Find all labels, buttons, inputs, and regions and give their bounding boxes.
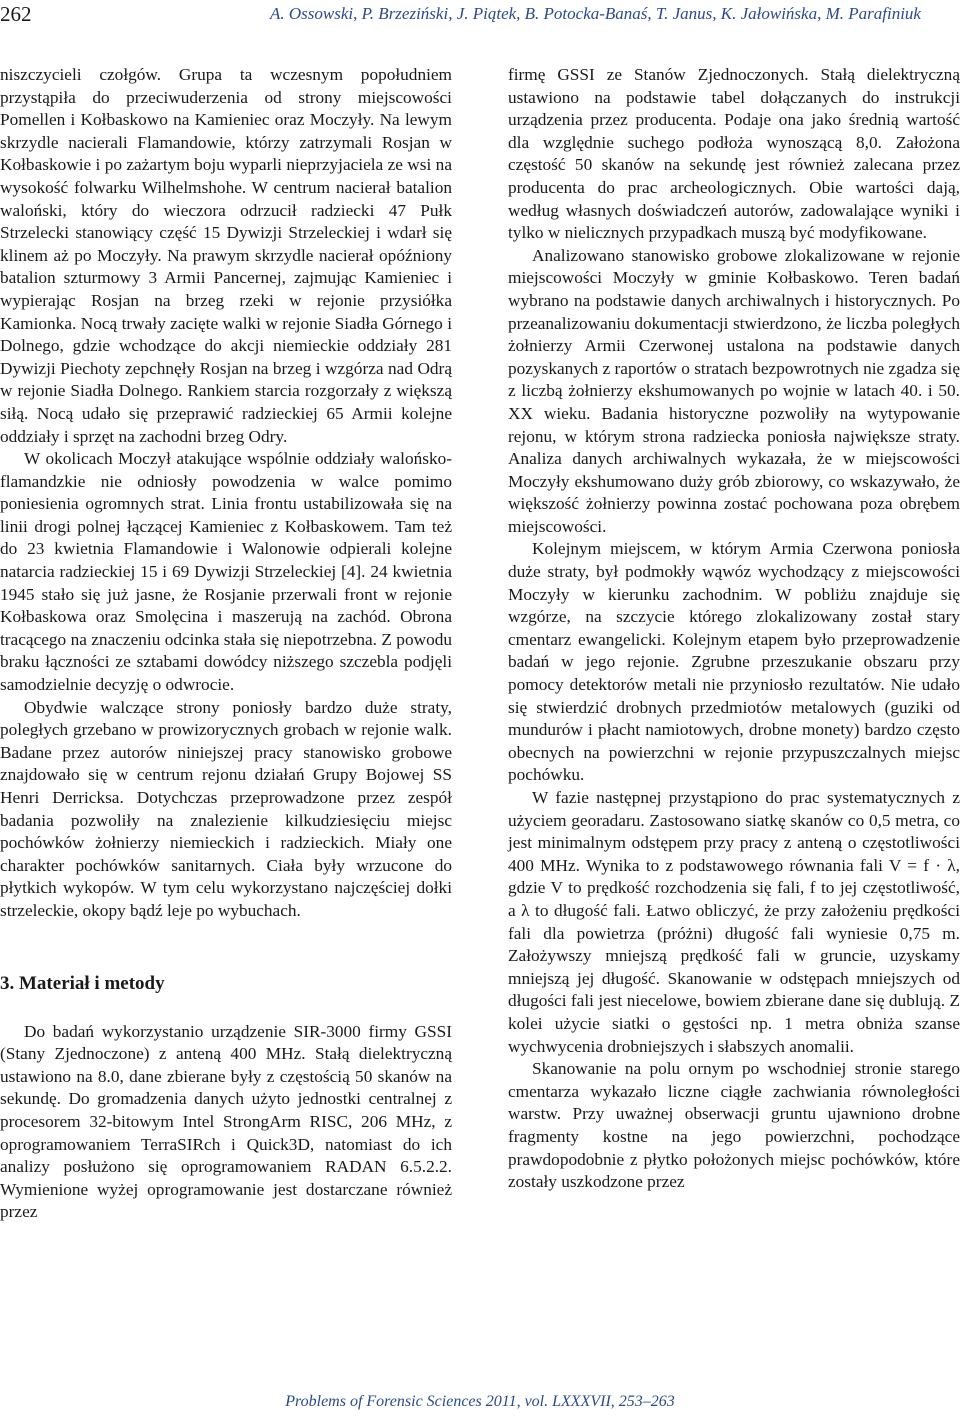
section-heading: 3. Materiał i metody (0, 972, 165, 994)
body-paragraph: Skanowanie na polu ornym po wschodniej stronie starego cmentarza wykazało liczne ciągłe zachwiania równoległości warstw. Przy uważnej obserwacji gruntu ujawniono drobne fragmenty kostne na jego powierzchni, pochodzące prawdopodobnie z płytko położonych miejsc pochówków, które zostały uszkodzone przez (508, 1059, 960, 1192)
left-column (0, 64, 452, 1224)
page-number: 262 (0, 2, 32, 26)
body-paragraph: W okolicach Moczył atakujące wspólnie oddziały walońsko-flamandzkie nie odniosły powodzenia w walce pomimo poniesienia ogromnych strat. Linia frontu ustabilizowała się na linii drogi polnej łączącej Kamieniec z Kołbaskowem. Tam też do 23 kwietnia Flamandowie i Walonowie odpierali kolejne natarcia radzieckiej 15 i 69 Dywizji Strzeleckiej [4]. 24 kwietnia 1945 stało się już jasne, że Rosjanie przerwali front w rejonie Kołbaskowa oraz Smolęcina i maszerują na zachód. Obrona tracącego na znaczeniu odcinka stała się niepotrzebna. Z powodu braku łączności ze sztabami dowódcy niższego szczebla podjęli samodzielnie decyzję o odwrocie. (0, 449, 452, 695)
body-paragraph: Obydwie walczące strony poniosły bardzo duże straty, poległych grzebano w prowizorycznych grobach w rejonie walk. Badane przez autorów niniejszej pracy stanowisko grobowe znajdowało się w centrum rejonu działań Grupy Bojowej SS Henri Derricksa. Dotychczas przeprowadzone przez zespół badania pozwoliły na znalezienie kilkudziesięciu miejsc pochówków żołnierzy niemieckich i radzieckich. Miały one charakter pochówków sanitarnych. Ciała były wrzucone do płytkich wykopów. W tym celu wykorzystano najczęściej dołki strzeleckie, okopy bądź leje po wybuchach. (0, 697, 452, 920)
right-column (508, 64, 960, 1194)
footer-journal: Problems of Forensic Sciences 2011, vol. LXXXVII, 253–263 (285, 1393, 675, 1410)
body-paragraph: firmę GSSI ze Stanów Zjednoczonych. Stałą dielektryczną ustawiono na podstawie tabel dołączanych do instrukcji urządzenia przez producenta. Podaje ona jako średnią wartość dla względnie suchego podłoża wynoszącą 8,0. Założona częstość 50 skanów na sekundę jest również zalecana przez producenta do prac archeologicznych. Obie wartości dają, według własnych doświadczeń autorów, zadowalające wyniki i tylko w nielicznych przypadkach muszą być modyfikowane. (508, 65, 960, 243)
body-paragraph: Kolejnym miejscem, w którym Armia Czerwona poniosła duże straty, był podmokły wąwóz wychodzący z miejscowości Moczyły w kierunku zachodnim. W pobliżu znajduje się wzgórze, na szczycie którego zlokalizowany został stary cmentarz ewangelicki. Kolejnym etapem było przeprowadzenie badań w jego rejonie. Zgrubne przeszukanie obszaru przy pomocy detektorów metali nie przyniosło rezultatów. Nie udało się stwierdzić drobnych przedmiotów metalowych (guziki od mundurów i płacht namiotowych, drobne monety) bardzo często obecnych na powierzchni w rejonie przypuszczalnych miejsc pochówku. (508, 539, 960, 785)
body-paragraph: W fazie następnej przystąpiono do prac systematycznych z użyciem georadaru. Zastosowano siatkę skanów co 0,5 metra, co jest minimalnym odstępem przy pracy z anteną o częstotliwości 400 MHz. Wynika to z podstawowego równania fali V = f · λ, gdzie V to prędkość rozchodzenia się fali, f to jej częstotliwość, a λ to długość fali. Łatwo obliczyć, że przy założeniu prędkości fali dla powietrza (próżni) długość fali wyniesie 0,75 m. Założywszy mniejszą prędkość fali w gruncie, uzyskamy mniejszą jej długość. Skanowanie w odstępach mniejszych od długości fali jest niecelowe, bowiem zbierane dane się dublują. Z kolei użycie siatki o gęstości np. 1 metra obniża szanse wychwycenia drobniejszych i słabszych anomalii. (508, 788, 960, 1056)
body-paragraph: Do badań wykorzystanio urządzenie SIR-3000 firmy GSSI (Stany Zjednoczone) z anteną 400 MHz. Stałą dielektryczną ustawiono na 8.0, dane zbierane były z częstością 50 skanów na sekundę. Do gromadzenia danych użyto jednostki centralnej z procesorem 32-bitowym Intel StrongArm RISC, 206 MHz, z oprogramowaniem TerraSIRch i Quick3D, natomiast do ich analizy posłużono się oprogramowaniem RADAN 6.5.2.2. Wymienione wyżej oprogramowanie jest dostarczane również przez (0, 1021, 452, 1222)
body-paragraph: niszczycieli czołgów. Grupa ta wczesnym popołudniem przystąpiła do przeciwuderzenia od strony miejscowości Pomellen i Kołbaskowo na Kamieniec oraz Moczyły. Na lewym skrzydle nacierali Flamandowie, którzy zatrzymali Rosjan w Kołbaskowie i po zażartym boju wyparli nieprzyjaciela ze wsi na wysokość folwarku Wilhelmshohe. W centrum nacierał batalion waloński, który do wieczora odrzucił radziecki 47 Pułk Strzelecki stanowiący część 15 Dywizji Strzeleckiej i wdarł się klinem aż po Moczyły. Na prawym skrzydle nacierał opóźniony batalion szturmowy 3 Armii Pancernej, zajmując Kamieniec i wypierając Rosjan na brzeg rzeki w rejonie przysiółka Kamionka. Nocą trwały zacięte walki w rejonie Siadła Górnego i Dolnego, gdzie wchodzące do akcji niemieckie oddziały 281 Dywizji Piechoty zepchnęły Rosjan na brzeg i wzgórza nad Odrą w rejonie Siadła Dolnego. Rankiem starcia rozgorzały z większą siłą. Nocą udało się przeprawić radzieckiej 65 Armii kolejne oddziały i sprzęt na zachodni brzeg Odry. (0, 65, 452, 446)
running-head-authors: A. Ossowski, P. Brzeziński, J. Piątek, B. Potocka-Banaś, T. Janus, K. Jałowińska, M. Parafiniuk (270, 4, 921, 23)
body-paragraph: Analizowano stanowisko grobowe zlokalizowane w rejonie miejscowości Moczyły w gminie Kołbaskowo. Teren badań wybrano na podstawie danych archiwalnych i historycznych. Po przeanalizowaniu dokumentacji stwierdzono, że liczba poległych żołnierzy Armii Czerwonej ustalona na podstawie danych pozyskanych z raportów o stratach bezpowrotnych nie zgadza się z liczbą żołnierzy ekshumowanych po wojnie w latach 40. i 50. XX wieku. Badania historyczne pozwoliły na wytypowanie rejonu, w którym strona radziecka poniosła największe straty. Analiza danych archiwalnych wykazała, że w miejscowości Moczyły ekshumowano duży grób zbiorowy, co wskazywało, że większość żołnierzy powinna zostać pochowana poza obrębem miejscowości. (508, 245, 960, 536)
